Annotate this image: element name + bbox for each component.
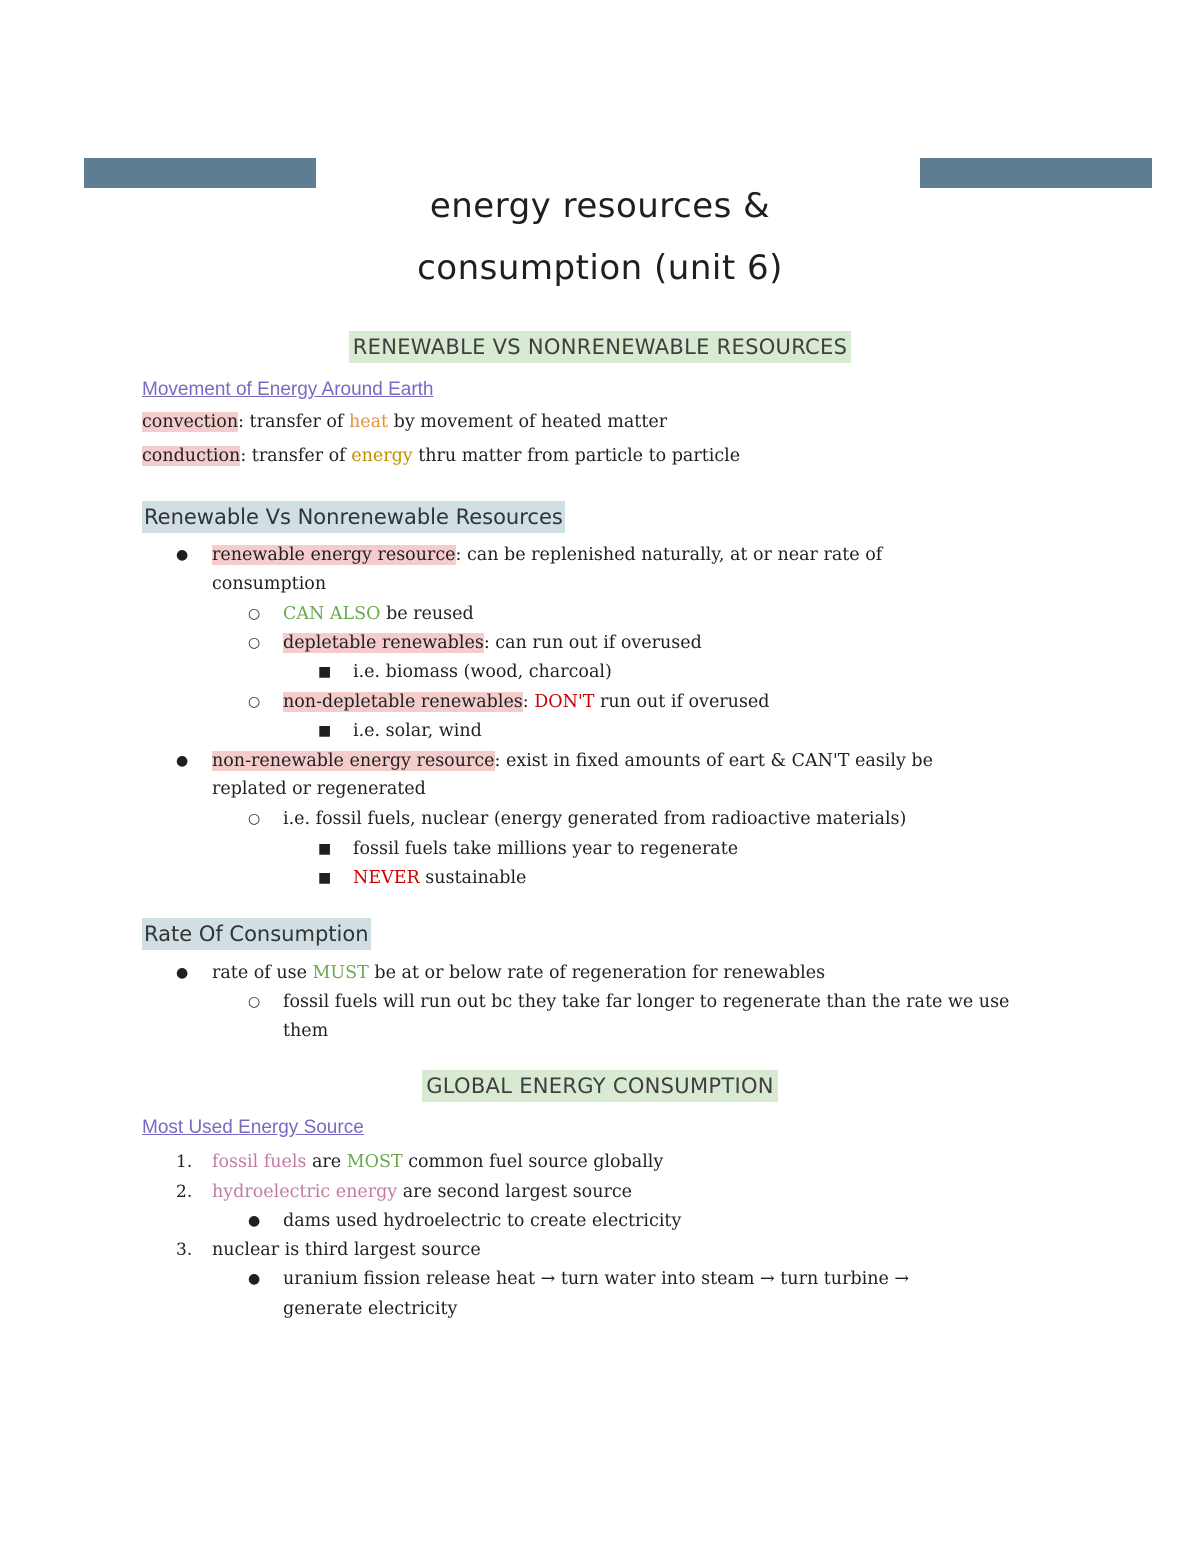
circle-bullet-icon: ○ xyxy=(248,606,261,622)
nonrenewable-definition-line: non-renewable energy resource: exist in fixed amounts of eart & CAN'T easily be xyxy=(212,751,933,771)
decorative-bar-left xyxy=(84,158,316,188)
square-bullet-icon: ■ xyxy=(318,723,332,739)
uranium-line-cont: generate electricity xyxy=(283,1299,458,1319)
subheading-rate-of-consumption: Rate Of Consumption xyxy=(142,922,371,946)
nondepletable-line: non-depletable renewables: DON'T run out if overused xyxy=(283,692,770,712)
square-bullet-icon: ■ xyxy=(318,870,332,886)
term-depletable: depletable renewables xyxy=(283,633,484,653)
list-item-fossil-fuels: fossil fuels are MOST common fuel source globally xyxy=(212,1152,664,1172)
page-title-line-1: energy resources & xyxy=(429,186,771,226)
rate-of-use-line: rate of use MUST be at or below rate of regeneration for renewables xyxy=(212,963,826,983)
list-number: 1. xyxy=(176,1152,193,1172)
fossil-run-out-line: fossil fuels will run out bc they take far longer to regenerate than the rate we use xyxy=(283,992,1010,1012)
renewable-definition-line: renewable energy resource: can be replenished naturally, at or near rate of xyxy=(212,545,883,565)
convection-line: convection: transfer of heat by movement of heated matter xyxy=(142,412,668,432)
highlight-heat: heat xyxy=(348,412,389,432)
page-title-line-2: consumption (unit 6) xyxy=(417,248,783,288)
term-conduction: conduction xyxy=(142,446,241,466)
nonrenewable-example: i.e. fossil fuels, nuclear (energy generated from radioactive materials) xyxy=(283,809,907,829)
bullet-icon: ● xyxy=(176,965,189,981)
term-nonrenewable: non-renewable energy resource xyxy=(212,751,495,771)
bullet-icon: ● xyxy=(248,1271,261,1287)
list-number: 2. xyxy=(176,1182,193,1202)
bullet-icon: ● xyxy=(248,1213,261,1229)
depletable-line: depletable renewables: can run out if overused xyxy=(283,633,702,653)
fossil-regenerate-line: fossil fuels take millions year to regenerate xyxy=(353,839,739,859)
link-most-used-energy-source[interactable]: Most Used Energy Source xyxy=(142,1117,364,1138)
section-heading-renewable: RENEWABLE VS NONRENEWABLE RESOURCES xyxy=(0,335,1200,359)
conduction-line: conduction: transfer of energy thru matter from particle to particle xyxy=(142,446,741,466)
circle-bullet-icon: ○ xyxy=(248,994,261,1010)
term-nondepletable: non-depletable renewables xyxy=(283,692,523,712)
circle-bullet-icon: ○ xyxy=(248,694,261,710)
nonrenewable-definition-cont: replated or regenerated xyxy=(212,779,426,799)
depletable-example: i.e. biomass (wood, charcoal) xyxy=(353,662,612,682)
bullet-icon: ● xyxy=(176,547,189,563)
circle-bullet-icon: ○ xyxy=(248,811,261,827)
dams-line: dams used hydroelectric to create electricity xyxy=(283,1211,682,1231)
nondepletable-example: i.e. solar, wind xyxy=(353,721,482,741)
renewable-definition-cont: consumption xyxy=(212,574,327,594)
highlight-energy: energy xyxy=(351,446,413,466)
square-bullet-icon: ■ xyxy=(318,664,332,680)
list-number: 3. xyxy=(176,1240,193,1260)
uranium-line: uranium fission release heat → turn water into steam → turn turbine → xyxy=(283,1269,910,1289)
link-movement-of-energy[interactable]: Movement of Energy Around Earth xyxy=(142,379,434,400)
square-bullet-icon: ■ xyxy=(318,841,332,857)
decorative-bar-right xyxy=(920,158,1152,188)
subheading-renewable-vs-nonrenewable: Renewable Vs Nonrenewable Resources xyxy=(142,505,565,529)
never-sustainable-line: NEVER sustainable xyxy=(353,868,527,888)
term-renewable: renewable energy resource xyxy=(212,545,456,565)
list-item-hydroelectric: hydroelectric energy are second largest source xyxy=(212,1182,633,1202)
fossil-run-out-cont: them xyxy=(283,1021,329,1041)
circle-bullet-icon: ○ xyxy=(248,635,261,651)
can-also-line: CAN ALSO be reused xyxy=(283,604,474,624)
bullet-icon: ● xyxy=(176,753,189,769)
list-item-nuclear: nuclear is third largest source xyxy=(212,1240,481,1260)
term-convection: convection xyxy=(142,412,239,432)
section-heading-global-consumption: GLOBAL ENERGY CONSUMPTION xyxy=(0,1074,1200,1098)
